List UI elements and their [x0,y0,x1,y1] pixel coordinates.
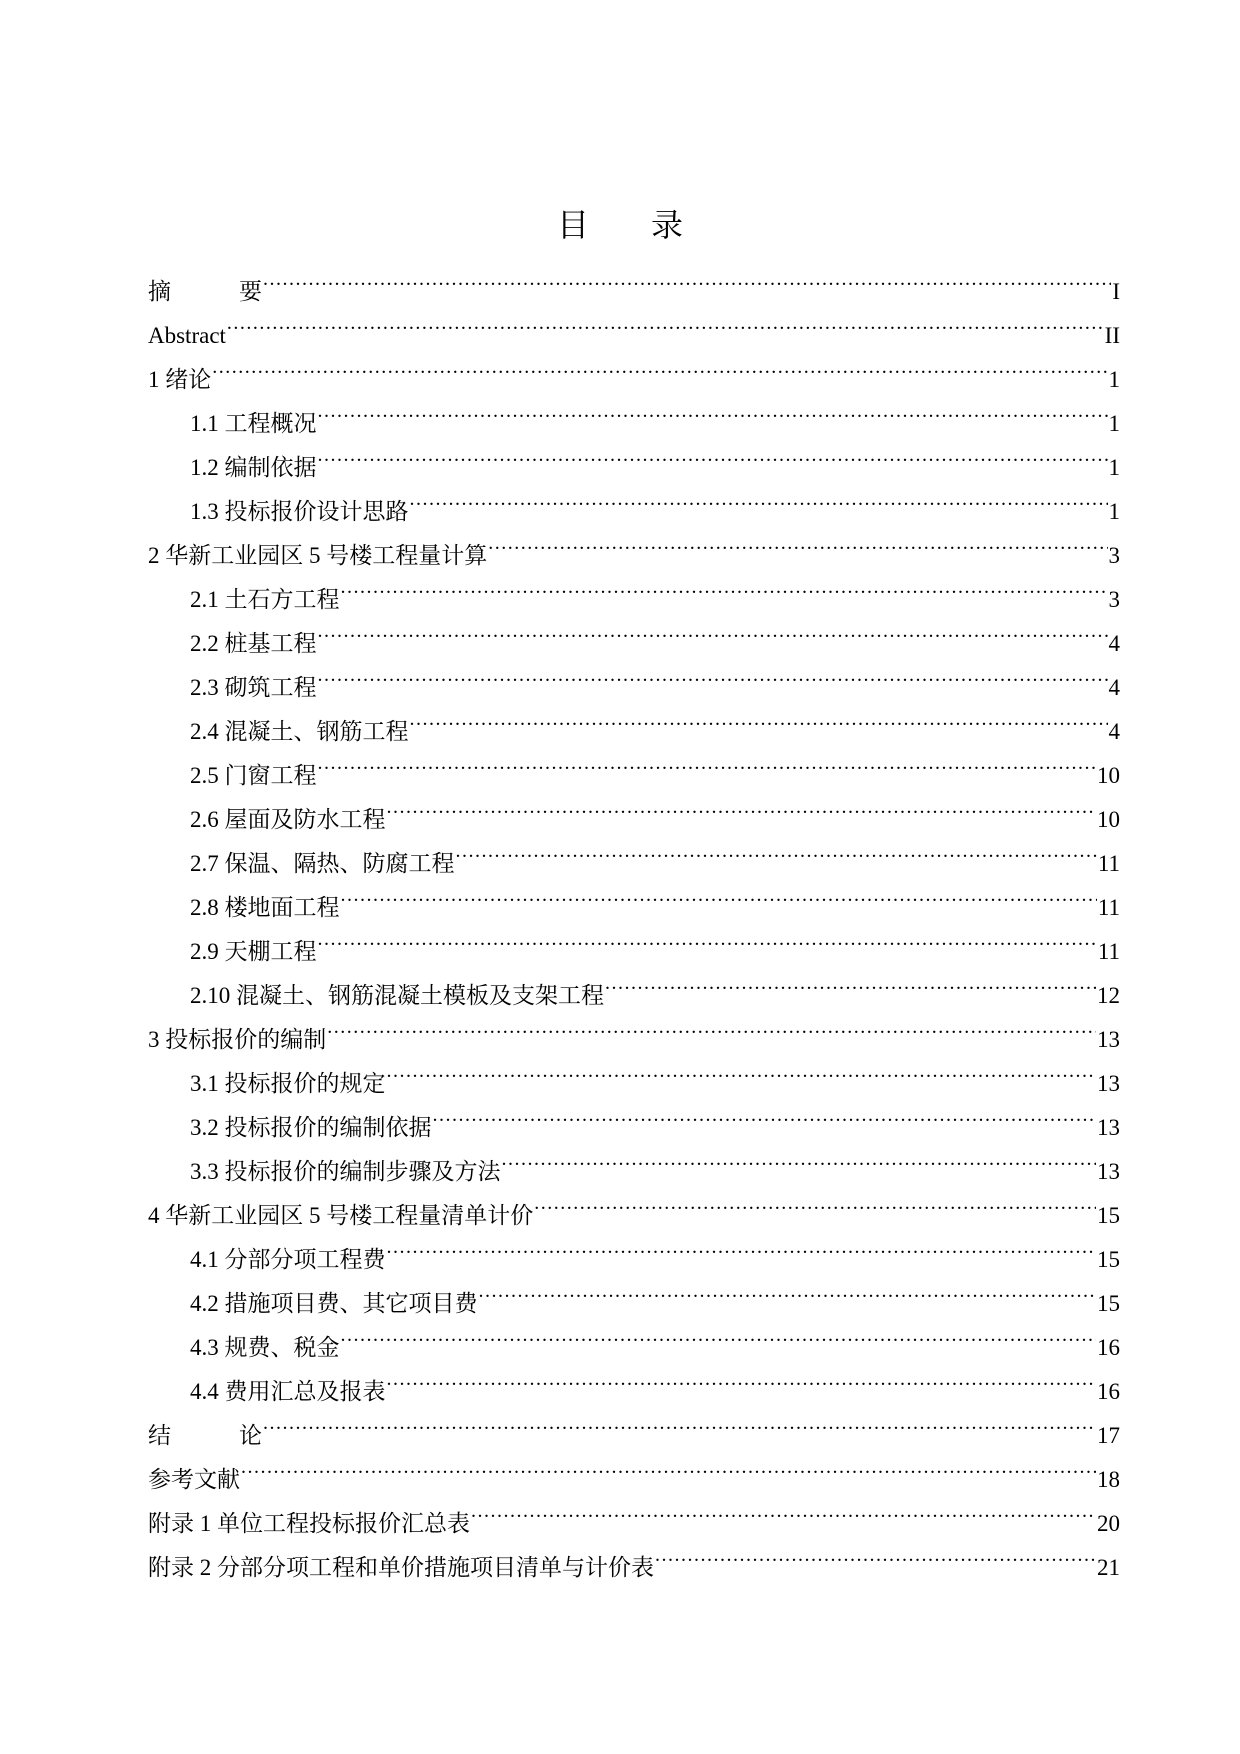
toc-entry-label: Abstract [148,323,226,348]
toc-title-char: 录 [651,206,684,244]
dot-leader [387,1355,1097,1399]
toc-entry-page-number: 20 [1097,1511,1120,1536]
dot-leader [212,343,1107,387]
toc-entry-label: 2.7 保温、隔热、防腐工程 [190,851,455,876]
dot-leader [341,563,1108,607]
dot-leader [433,1091,1097,1135]
toc-entry[interactable] [148,1487,1120,1536]
toc-entry-label-part: 论 [239,1423,262,1448]
toc-entry[interactable] [148,387,1120,436]
dot-leader [655,1531,1096,1575]
dot-leader [410,695,1108,739]
toc-entry-label: 4.4 费用汇总及报表 [190,1379,386,1404]
toc-entry-page-number: 16 [1097,1335,1120,1360]
dot-leader [318,915,1097,959]
dot-leader [318,607,1108,651]
toc-entry-page-number: II [1104,323,1120,348]
dot-leader [410,475,1108,519]
toc-entry-label: 2.9 天棚工程 [190,939,317,964]
toc-entry-page-number: 1 [1108,455,1120,480]
toc-entry[interactable] [148,1443,1120,1492]
dot-leader [488,519,1107,563]
dot-leader [605,959,1096,1003]
toc-entry-page-number: 11 [1097,895,1120,920]
toc-entry-page-number: 3 [1108,587,1120,612]
toc-entry-label-part: 要 [239,279,262,304]
toc-title-char: 目 [556,206,589,244]
dot-leader [318,651,1108,695]
toc-entry-page-number: 1 [1108,367,1120,392]
toc-entry-label: 2.4 混凝土、钢筋工程 [190,719,409,744]
dot-leader [534,1179,1096,1223]
toc-entry[interactable] [148,255,1120,304]
dot-leader [456,827,1097,871]
toc-entry-label: 2.1 土石方工程 [190,587,340,612]
toc-entry-label: 附录 1 单位工程投标报价汇总表 [148,1511,470,1536]
toc-entry-page-number: 17 [1097,1423,1120,1448]
dot-leader [387,783,1097,827]
dot-leader [327,1003,1096,1047]
toc-entry-page-number: 11 [1097,939,1120,964]
toc-entry-label: 附录 2 分部分项工程和单价措施项目清单与计价表 [148,1555,654,1580]
dot-leader [318,739,1097,783]
dot-leader [341,1311,1097,1355]
dot-leader [479,1267,1097,1311]
toc-entry-label-part: 结 [148,1423,171,1448]
toc-entry-label: 2.5 门窗工程 [190,763,317,788]
toc-entry-label: 4.1 分部分项工程费 [190,1247,386,1272]
toc-entry-page-number: 4 [1108,675,1120,700]
dot-leader [318,387,1108,431]
toc-entry-page-number: 10 [1097,807,1120,832]
dot-leader [318,431,1108,475]
dot-leader [341,871,1097,915]
toc-entry-page-number: 11 [1097,851,1120,876]
toc-entry-page-number: 4 [1108,631,1120,656]
toc-entry-page-number: 13 [1097,1071,1120,1096]
toc-entry-label: 3.1 投标报价的规定 [190,1071,386,1096]
toc-entry[interactable] [148,1399,1120,1448]
toc-entry-label: 2.10 混凝土、钢筋混凝土模板及支架工程 [190,983,604,1008]
toc-entry-label: 2 华新工业园区 5 号楼工程量计算 [148,543,488,568]
toc-entry-page-number: 15 [1097,1291,1120,1316]
toc-entry-page-number: 12 [1097,983,1120,1008]
toc-title [0,205,1240,245]
toc-entry-page-number: 13 [1097,1115,1120,1140]
toc-entry-page-number: 21 [1097,1555,1120,1580]
table-of-contents [148,255,1120,1580]
toc-entry[interactable] [148,299,1120,348]
toc-entry-label: 4.3 规费、税金 [190,1335,340,1360]
toc-entry-label: 2.6 屋面及防水工程 [190,807,386,832]
dot-leader [502,1135,1097,1179]
toc-entry-label: 3 投标报价的编制 [148,1027,327,1052]
toc-entry-label: 3.3 投标报价的编制步骤及方法 [190,1159,501,1184]
toc-entry-label: 1 绪论 [148,367,212,392]
toc-entry-label: 1.2 编制依据 [190,455,317,480]
toc-entry-page-number: 10 [1097,763,1120,788]
toc-entry-page-number: 13 [1097,1027,1120,1052]
toc-entry-page-number: 15 [1097,1247,1120,1272]
toc-entry-label: 参考文献 [148,1467,240,1492]
toc-entry-page-number: 13 [1097,1159,1120,1184]
toc-entry-label: 3.2 投标报价的编制依据 [190,1115,432,1140]
dot-leader [241,1443,1096,1487]
toc-entry-page-number: 4 [1108,719,1120,744]
toc-entry-page-number: I [1112,279,1120,304]
dot-leader [227,299,1104,343]
toc-entry-label: 4 华新工业园区 5 号楼工程量清单计价 [148,1203,534,1228]
toc-entry-page-number: 1 [1108,411,1120,436]
toc-entry-page-number: 3 [1108,543,1120,568]
toc-entry-page-number: 16 [1097,1379,1120,1404]
toc-entry-label: 1.1 工程概况 [190,411,317,436]
toc-entry[interactable] [148,343,1120,392]
toc-entry-label-part: 摘 [148,279,171,304]
toc-entry-label: 2.3 砌筑工程 [190,675,317,700]
dot-leader [263,255,1111,299]
dot-leader [387,1047,1097,1091]
dot-leader [263,1399,1096,1443]
toc-entry-page-number: 18 [1097,1467,1120,1492]
toc-entry-page-number: 1 [1108,499,1120,524]
toc-entry-label: 4.2 措施项目费、其它项目费 [190,1291,478,1316]
dot-leader [387,1223,1097,1267]
dot-leader [471,1487,1096,1531]
toc-entry-label: 2.8 楼地面工程 [190,895,340,920]
toc-entry-label: 1.3 投标报价设计思路 [190,499,409,524]
toc-entry-label: 2.2 桩基工程 [190,631,317,656]
toc-entry-page-number: 15 [1097,1203,1120,1228]
